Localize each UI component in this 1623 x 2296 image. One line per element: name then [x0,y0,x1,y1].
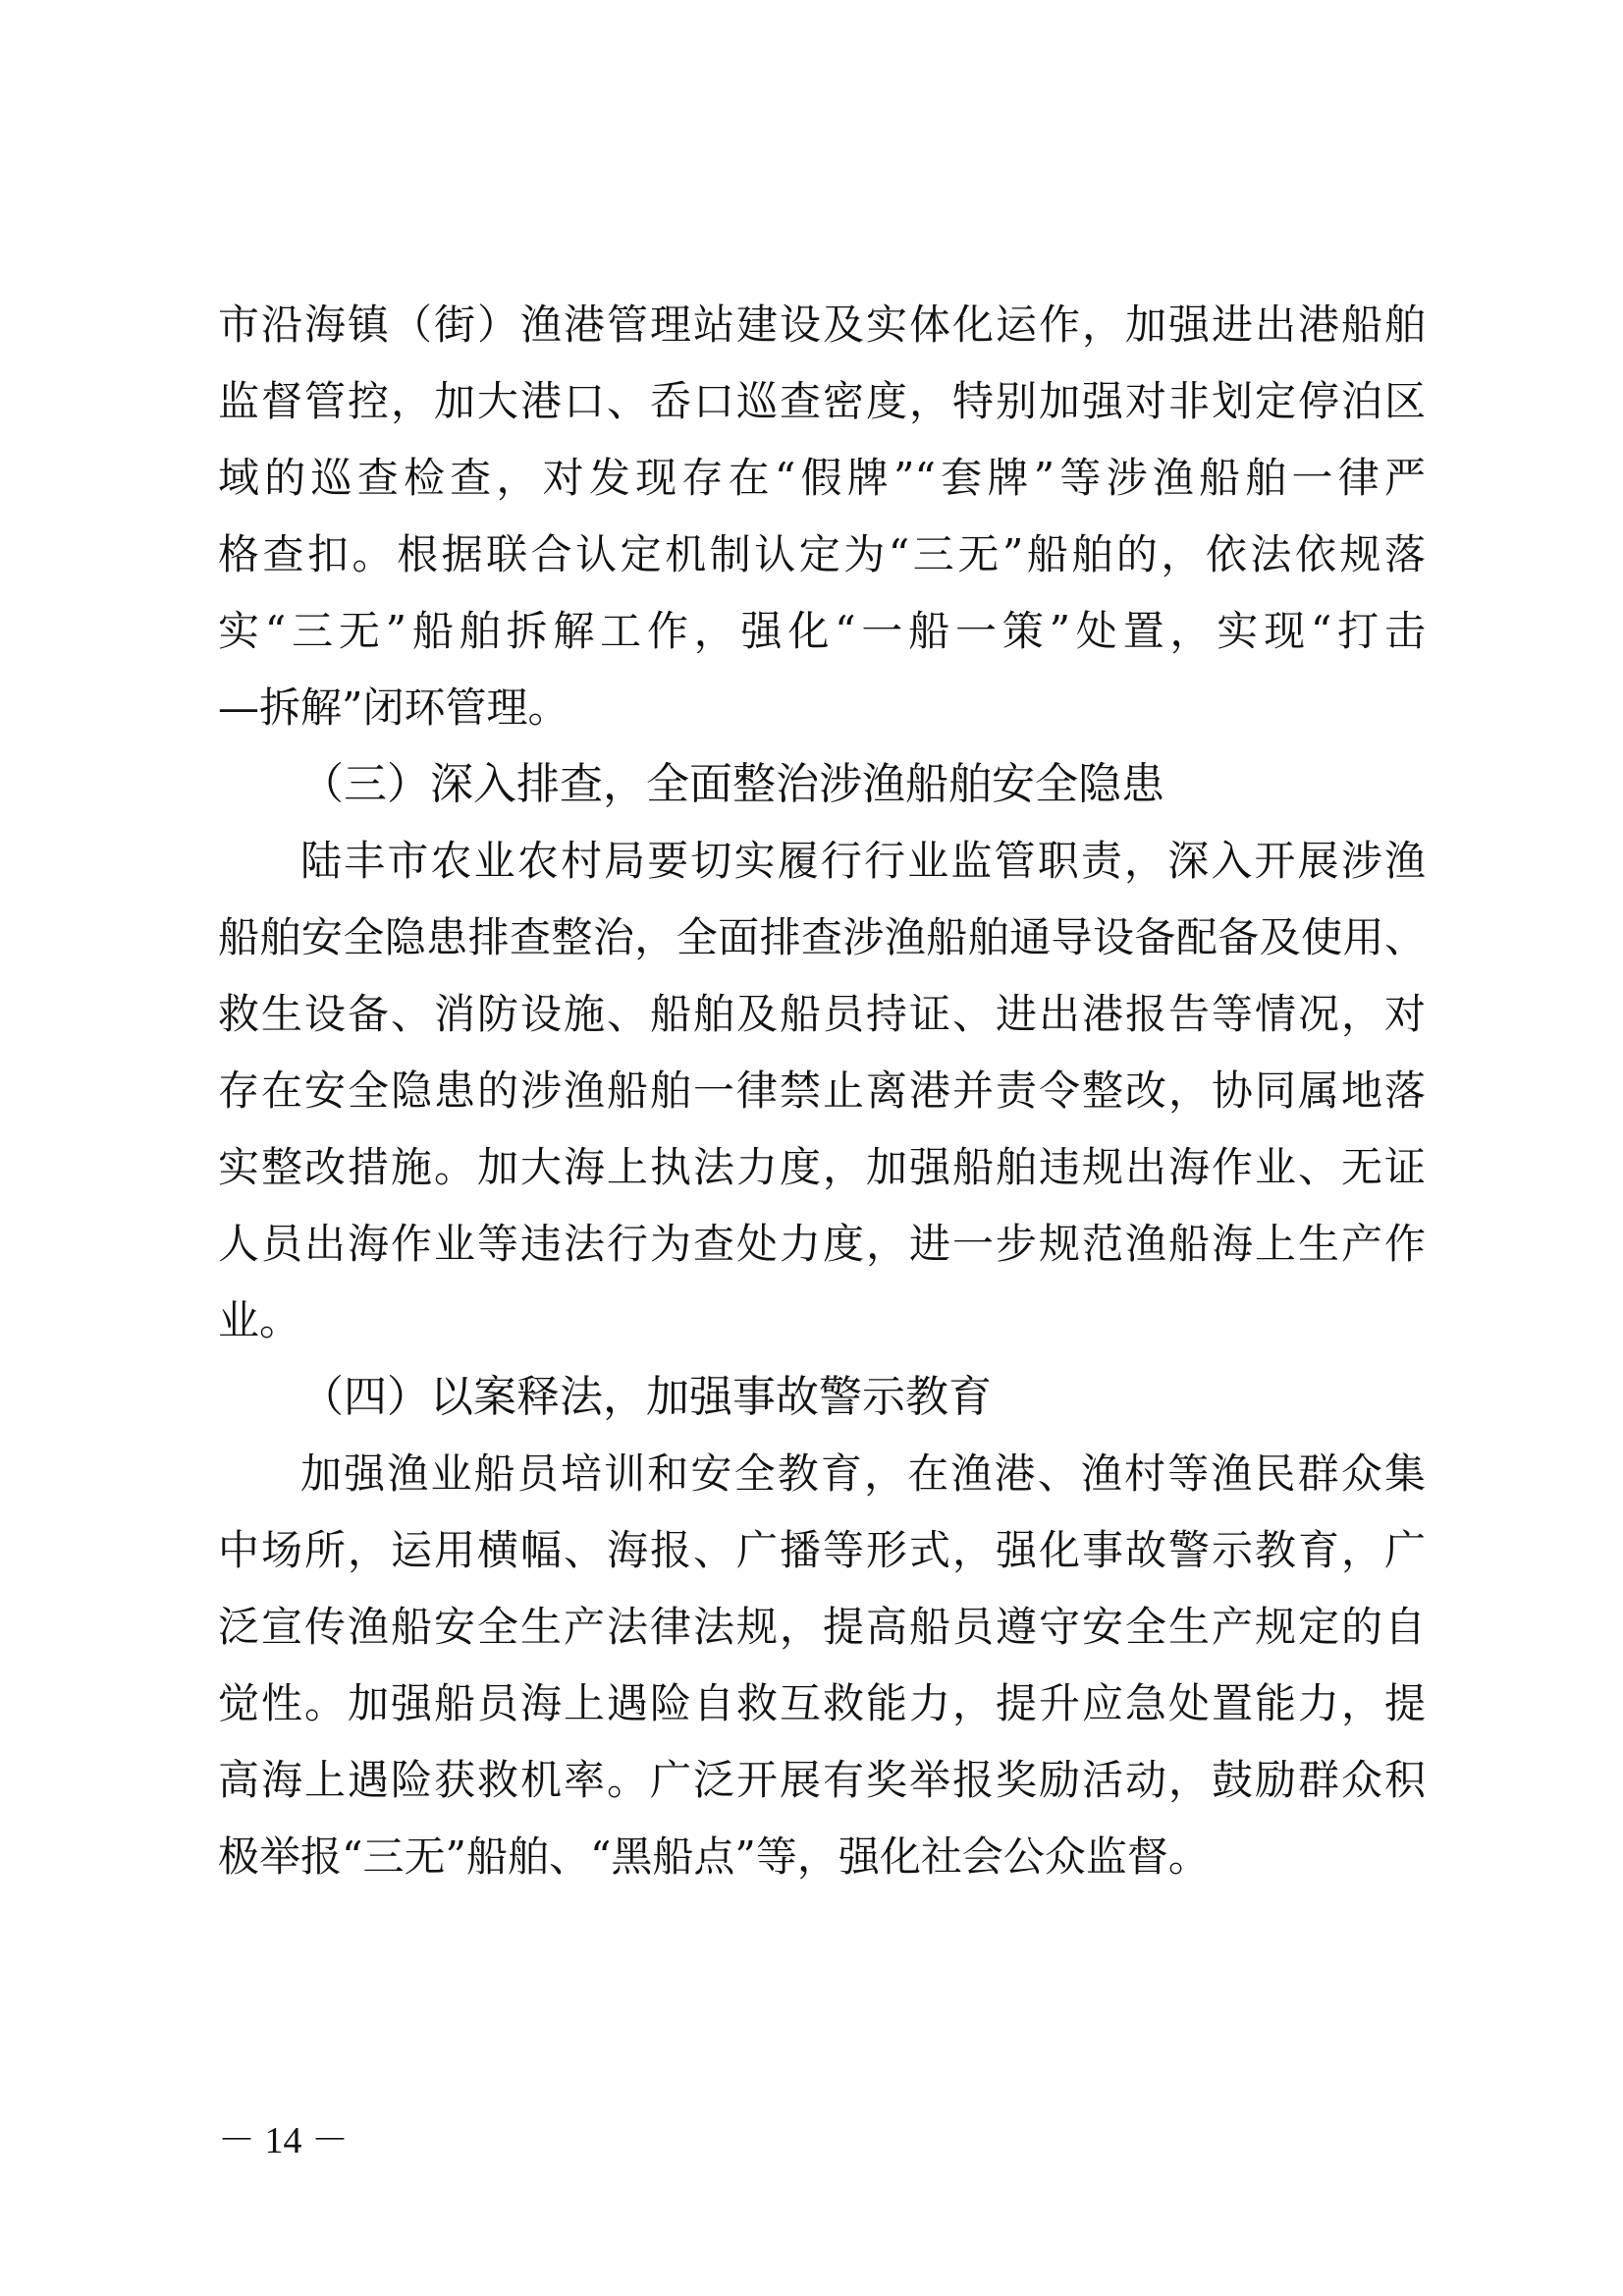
body-line-19: 觉性。加强船员海上遇险自救互救能力，提升应急处置能力，提 [218,1679,1426,1727]
section-heading-3: （三）深入排查，全面整治涉渔船舶安全隐患 [300,759,1164,809]
body-line-5: 实“三无”船舶拆解工作，强化“一船一策”处置，实现“打击 [218,607,1426,655]
body-line-17: 中场所，运用横幅、海报、广播等形式，强化事故警示教育，广 [218,1526,1426,1574]
body-line-3: 域的巡查检查，对发现存在“假牌”“套牌”等涉渔船舶一律严 [218,454,1426,502]
body-line-13: 人员出海作业等违法行为查处力度，进一步规范渔船海上生产作 [218,1220,1426,1268]
body-line-2: 监督管控，加大港口、岙口巡查密度，特别加强对非划定停泊区 [218,377,1426,425]
body-line-6: —拆解”闭环管理。 [218,683,569,732]
body-line-16: 加强渔业船员培训和安全教育，在渔港、渔村等渔民群众集 [300,1449,1426,1498]
body-line-9: 船舶安全隐患排查整治，全面排查涉渔船舶通导设备配备及使用、 [218,913,1426,961]
body-line-10: 救生设备、消防设施、船舶及船员持证、进出港报告等情况，对 [218,990,1426,1038]
section-heading-4: （四）以案释法，加强事故警示教育 [300,1372,992,1422]
body-line-12: 实整改措施。加大海上执法力度，加强船舶违规出海作业、无证 [218,1143,1426,1191]
page-number: － 14 － [218,2120,350,2161]
body-line-8: 陆丰市农业农村局要切实履行行业监管职责，深入开展涉渔 [300,837,1426,885]
body-line-18: 泛宣传渔船安全生产法律法规，提高船员遵守安全生产规定的自 [218,1603,1426,1651]
body-line-4: 格查扣。根据联合认定机制认定为“三无”船舶的，依法依规落 [218,530,1426,578]
body-line-1: 市沿海镇（街）渔港管理站建设及实体化运作，加强进出港船舶 [218,301,1426,349]
body-line-20: 高海上遇险获救机率。广泛开展有奖举报奖励活动，鼓励群众积 [218,1756,1426,1804]
body-line-21: 极举报“三无”船舶、“黑船点”等，强化社会公众监督。 [218,1832,1210,1881]
body-line-14: 业。 [218,1296,301,1344]
body-line-11: 存在安全隐患的涉渔船舶一律禁止离港并责令整改，协同属地落 [218,1066,1426,1115]
